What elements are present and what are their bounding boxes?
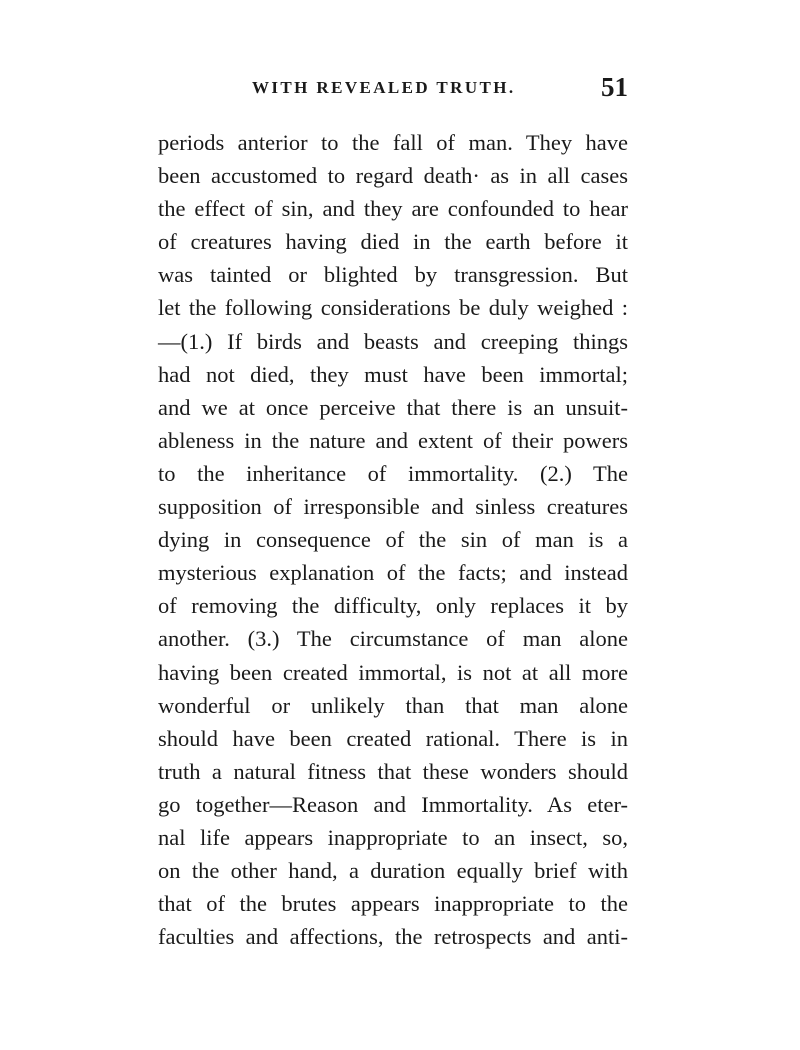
text-line: mysterious explanation of the facts; and instead (158, 560, 628, 586)
text-line: been accustomed to regard death· as in all cases (158, 163, 628, 189)
text-line: truth a natural fitness that these wonders should (158, 758, 628, 784)
text-line: that of the brutes appears inappropriate to the (158, 891, 628, 917)
text-line: supposition of irresponsible and sinless creatures (158, 494, 628, 520)
text-line: of removing the difficulty, only replaces it by (158, 593, 628, 619)
text-line: ableness in the nature and extent of their powers (158, 427, 628, 453)
text-line: faculties and affections, the retrospects and anti- (158, 924, 628, 950)
text-line: had not died, they must have been immortal; (158, 361, 628, 387)
running-head (155, 72, 628, 108)
text-line: wonderful or unlikely than that man alone (158, 692, 628, 718)
text-line: should have been created rational. There is in (158, 725, 628, 751)
text-line: having been created immortal, is not at all more (158, 659, 628, 685)
running-title: WITH REVEALED TRUTH. (252, 78, 516, 97)
text-line: the effect of sin, and they are confounded to hear (158, 196, 628, 222)
page-number: 51 (601, 72, 628, 102)
text-line: dying in consequence of the sin of man is a (158, 527, 628, 553)
text-line: go together—Reason and Immortality. As eter- (158, 791, 628, 817)
text-line: was tainted or blighted by transgression. But (158, 262, 628, 288)
text-line: to the inheritance of immortality. (2.) The (158, 460, 628, 486)
body-text (158, 126, 628, 953)
text-line: on the other hand, a duration equally brief with (158, 858, 628, 884)
text-line: —(1.) If birds and beasts and creeping things (158, 328, 628, 354)
text-line: and we at once perceive that there is an unsuit- (158, 394, 628, 420)
text-line: periods anterior to the fall of man. They have (158, 130, 628, 155)
text-line: another. (3.) The circumstance of man alone (158, 626, 628, 652)
text-line: let the following considerations be duly weighed : (158, 295, 628, 321)
text-line: of creatures having died in the earth before it (158, 229, 628, 255)
text-line: nal life appears inappropriate to an insect, so, (158, 824, 628, 850)
